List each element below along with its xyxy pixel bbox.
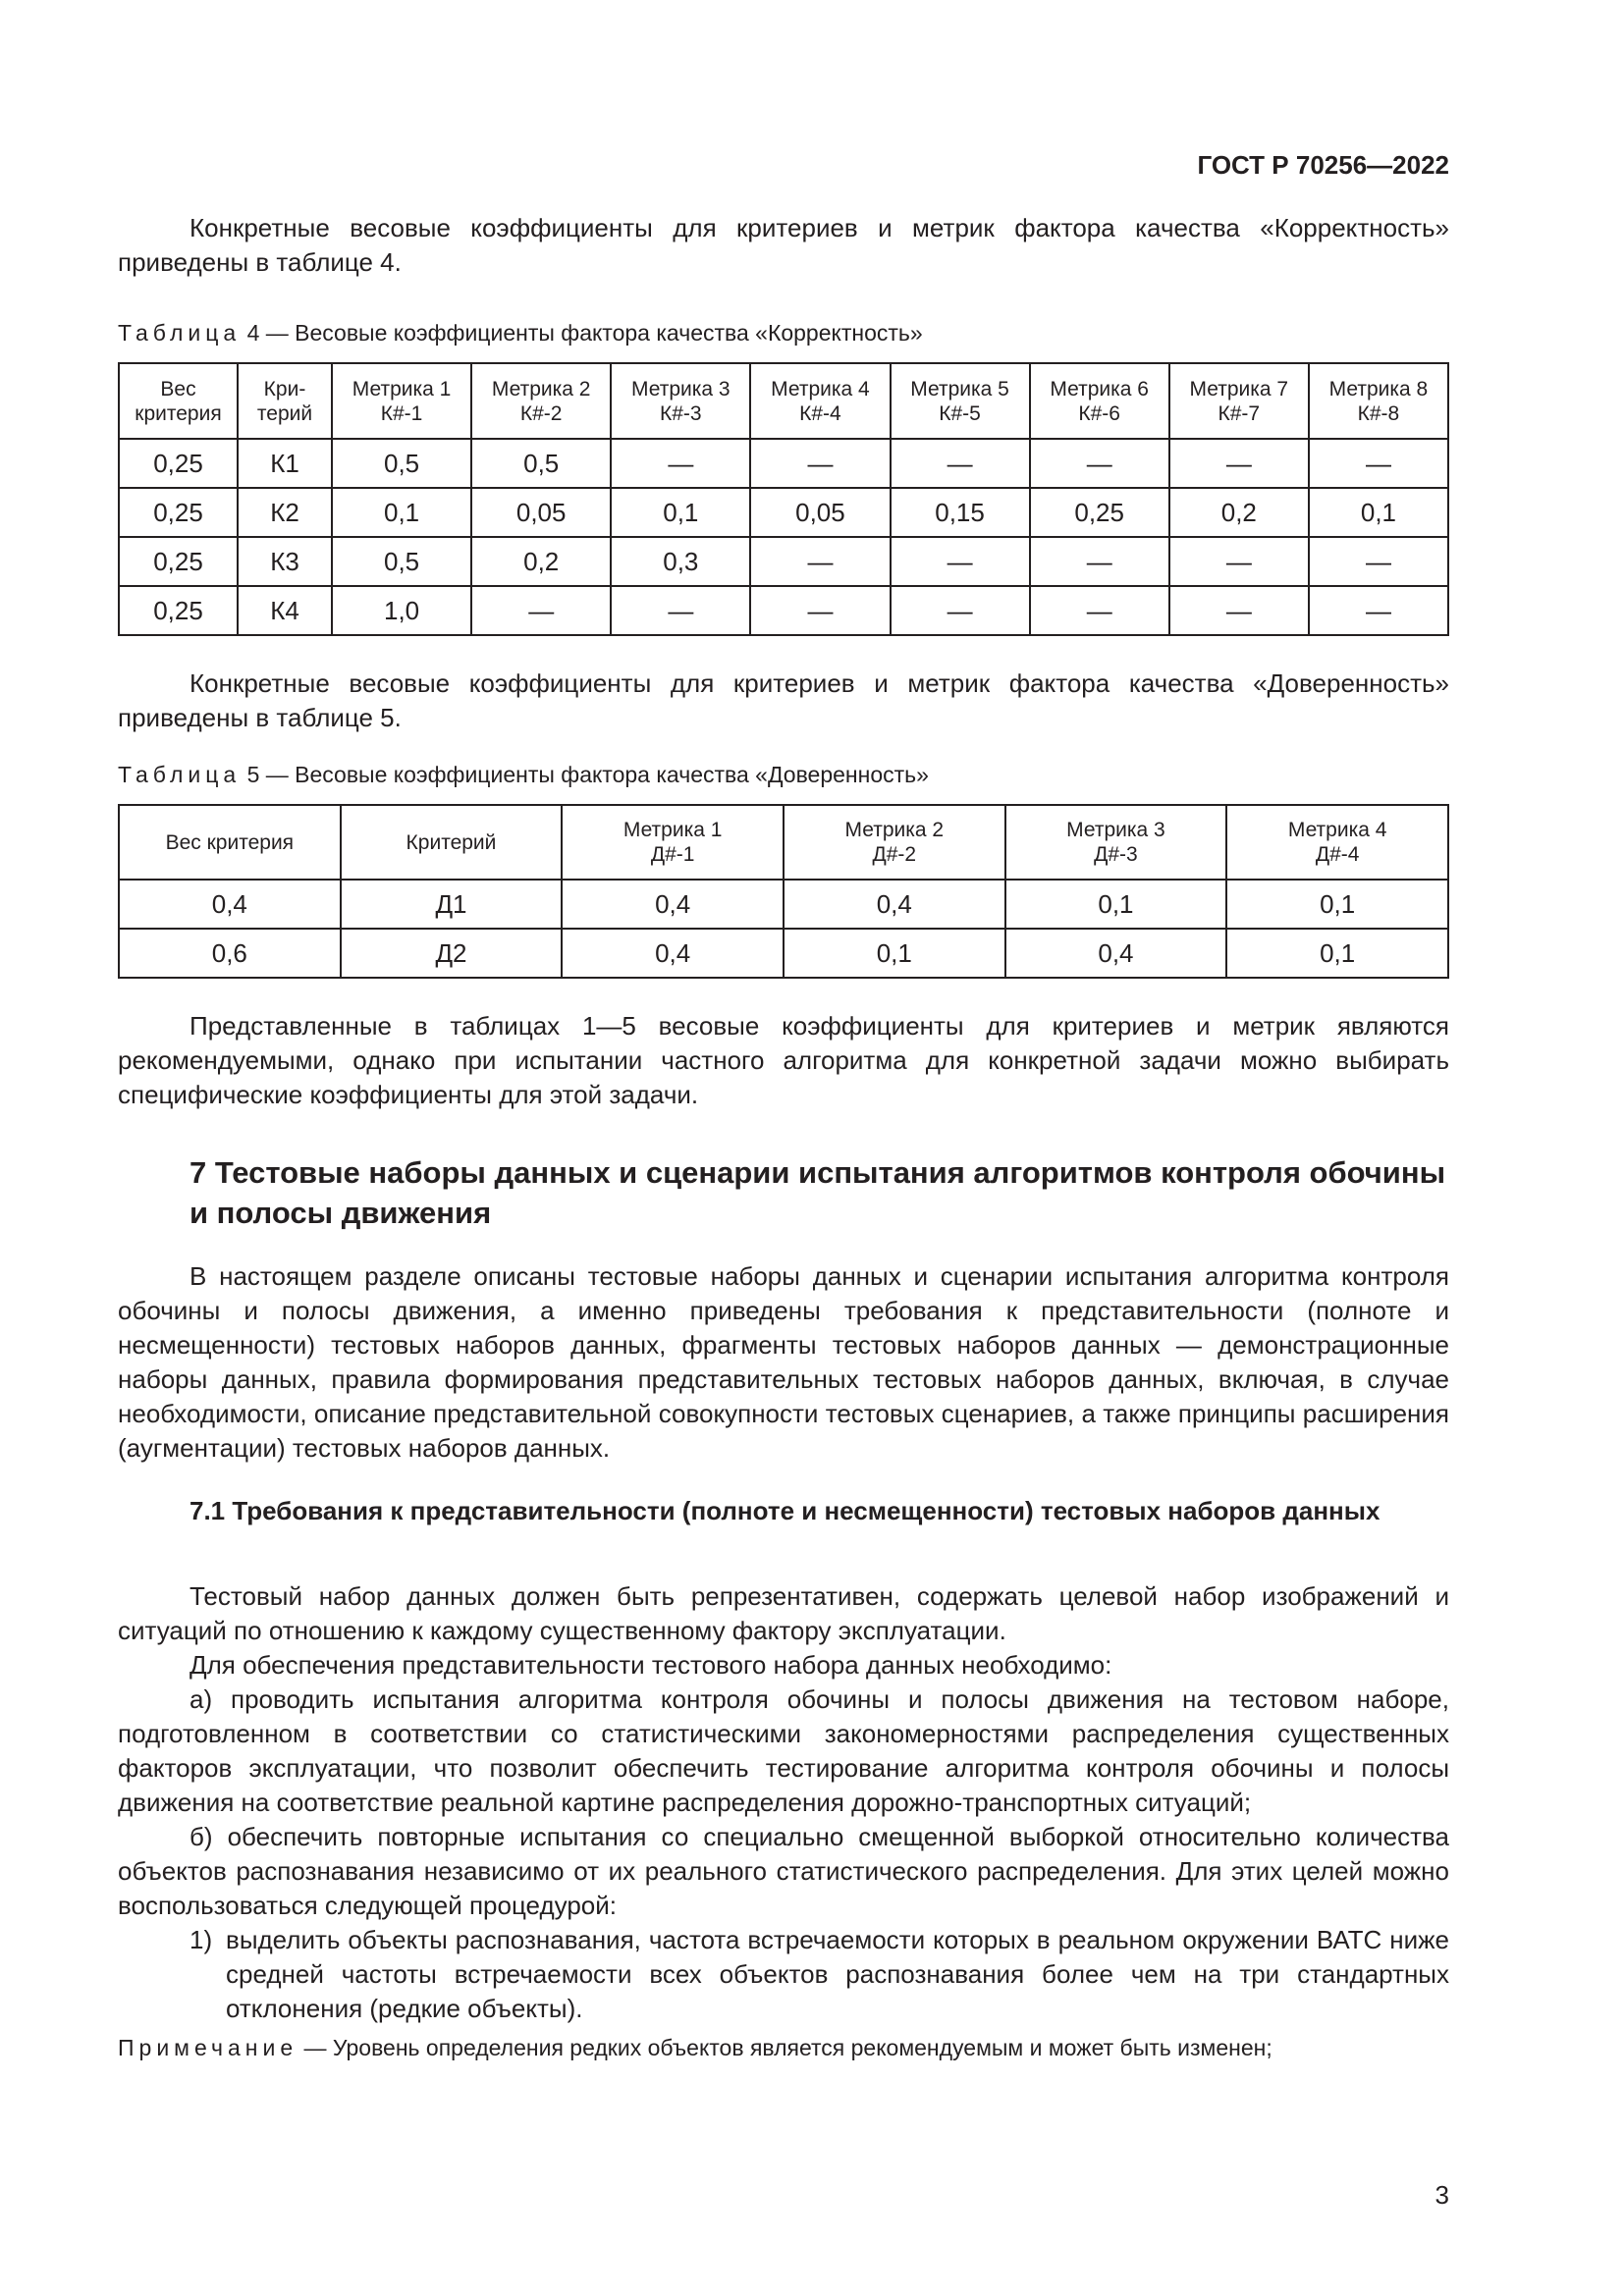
table-cell: К4 [238,586,332,635]
table-cell: 0,1 [611,488,750,537]
table5-header-text: Метрика 3 [1066,819,1165,841]
table4-header-text: К#-8 [1357,401,1400,425]
table-cell: — [1030,537,1169,586]
after-tables-paragraph [118,1009,1449,1112]
table5-header-text: Д#-3 [1094,843,1138,866]
table5-header-cell [1005,805,1227,880]
note-text: — Уровень определения редких объектов является рекомендуемым и может быть изменен; [298,2035,1272,2060]
table-cell: 0,25 [1030,488,1169,537]
table4-header-text: терий [256,401,313,425]
table-cell: 0,25 [119,537,238,586]
list-item-a-text: а) проводить испытания алгоритма контроля обочины и полосы движения на тестовом наборе, подготовленном в соответствии со статистическими закономерностями распределения существенных факторов эксплуатации, что позволит обеспечить тестирование алгоритма контроля обочины и полосы движения на соответствие реальной картине распределения дорожно-транспортных ситуаций; [118,1684,1449,1817]
table5-header-text: Д#-4 [1315,843,1360,866]
table-cell: — [1309,439,1448,488]
table-cell: 0,05 [471,488,611,537]
table4-caption [118,319,923,347]
table-cell: 0,25 [119,586,238,635]
note [118,2033,1449,2062]
table-row [119,586,1448,635]
table5-intro-paragraph [118,667,1449,735]
table4-header-text: Метрика 8 [1328,377,1429,400]
table5-intro-text: Конкретные весовые коэффициенты для критериев и метрик фактора качества «Доверенность» приведены в таблице 5. [118,668,1449,732]
table-cell: — [750,439,890,488]
table-cell: 0,2 [471,537,611,586]
section-7-1-p1-text: Тестовый набор данных должен быть репрезентативен, содержать целевой набор изображений и ситуаций по отношению к каждому существенному фактору эксплуатации. [118,1581,1449,1645]
table-cell: 0,1 [1226,929,1448,978]
table4-header-text: К#-3 [660,401,702,425]
note-label: Примечание [118,2035,298,2060]
table-row [119,880,1448,929]
table5-header-cell [341,805,563,880]
table5-header-text: Метрика 1 [623,819,723,841]
table-cell: 1,0 [332,586,471,635]
table5-caption-text: 5 — Весовые коэффициенты фактора качества «Доверенность» [241,762,929,787]
table-cell: 0,1 [784,929,1005,978]
table-cell: 0,4 [562,929,784,978]
table-cell: — [750,537,890,586]
table4-header-text: К#-5 [939,401,981,425]
section-7-1-paragraph-1 [118,1579,1449,1648]
table5-header-text: Вес критерия [165,830,295,854]
table4-header-cell [1169,363,1309,439]
table-cell: — [891,439,1030,488]
table4-intro-paragraph [118,211,1449,280]
table4-header-text: Метрика 6 [1050,377,1149,400]
numbered-item-1-text: выделить объекты распознавания, частота встречаемости которых в реальном окружении ВАТС ниже средней частоты встречаемости всех объектов распознавания более чем на три стандартных отклонения (редкие объекты). [226,1925,1449,2023]
table-cell: 0,1 [332,488,471,537]
table5-header-cell [119,805,341,880]
table4-header-text: Вес [160,377,196,400]
table-cell: — [750,586,890,635]
table-cell: — [891,586,1030,635]
table5-weights-trust [118,804,1449,979]
table-cell: К1 [238,439,332,488]
table-cell: 0,1 [1309,488,1448,537]
table4-header-text: К#-6 [1078,401,1120,425]
table-cell: Д1 [341,880,563,929]
table4-caption-label: Таблица [118,320,242,346]
table4-header-text: Метрика 1 [352,377,452,400]
list-item-b [118,1820,1449,1923]
table5-header-text: Критерий [406,830,497,854]
section-7-paragraph [118,1259,1449,1466]
table-cell: Д2 [341,929,563,978]
table-cell: 0,4 [784,880,1005,929]
table-cell: — [1309,537,1448,586]
table-cell: 0,1 [1005,880,1227,929]
table-cell: — [1169,439,1309,488]
table-cell: — [891,537,1030,586]
list-item-b-text: б) обеспечить повторные испытания со специально смещенной выборкой относительно количества объектов распознавания независимо от их реального статистического распределения. Для этих целей можно воспользоваться следующей процедурой: [118,1822,1449,1920]
table4-weights-correctness [118,362,1449,636]
table-cell: К3 [238,537,332,586]
table4-header-cell [471,363,611,439]
table4-header-row [119,363,1448,439]
table-cell: — [611,586,750,635]
table-cell: 0,2 [1169,488,1309,537]
table4-header-cell [611,363,750,439]
list-item-a [118,1682,1449,1820]
table4-header-cell [891,363,1030,439]
table-cell: — [1169,586,1309,635]
table5-header-text: Метрика 4 [1287,819,1387,841]
table5-header-row [119,805,1448,880]
table4-header-text: Метрика 7 [1189,377,1289,400]
table5-header-text: Д#-1 [650,843,695,866]
table4-header-text: Метрика 5 [910,377,1009,400]
table-cell: К2 [238,488,332,537]
table-cell: 0,1 [1226,880,1448,929]
table-cell: 0,5 [471,439,611,488]
table-row [119,488,1448,537]
table4-header-cell [750,363,890,439]
table4-header-text: Метрика 2 [491,377,591,400]
table5-caption-label: Таблица [118,762,242,787]
table-cell: 0,25 [119,488,238,537]
table-cell: 0,4 [1005,929,1227,978]
table-cell: — [1030,586,1169,635]
table5-header-text: Метрика 2 [844,819,945,841]
table4-header-cell [238,363,332,439]
table-cell: 0,4 [562,880,784,929]
table4-header-text: Кри- [263,377,306,400]
table-cell: 0,5 [332,439,471,488]
table-cell: 0,4 [119,880,341,929]
table5-header-text: Д#-2 [872,843,917,866]
table-row [119,537,1448,586]
table5-header-cell [784,805,1005,880]
table-cell: 0,15 [891,488,1030,537]
table-cell: — [1309,586,1448,635]
section-7-1-paragraph-2 [118,1648,1449,1682]
table-cell: — [471,586,611,635]
table5-header-cell [1226,805,1448,880]
table-cell: 0,05 [750,488,890,537]
table4-header-cell [332,363,471,439]
table-cell: 0,5 [332,537,471,586]
section-7-heading: 7 Тестовые наборы данных и сценарии испытания алгоритмов контроля обочины и полосы движения [189,1155,1446,1230]
table-cell: — [1169,537,1309,586]
table-cell: 0,25 [119,439,238,488]
table4-header-text: К#-4 [799,401,841,425]
page-number: 3 [1435,2180,1449,2210]
table5-caption [118,761,929,788]
section-7-1-heading: 7.1 Требования к представительности (полноте и несмещенности) тестовых наборов данных [189,1496,1380,1525]
numbered-item-1-number: 1) [189,1925,213,1954]
after-tables-text: Представленные в таблицах 1—5 весовые коэффициенты для критериев и метрик являются рекомендуемыми, однако при испытании частного алгоритма для конкретной задачи можно выбирать специфические коэффициенты для этой задачи. [118,1011,1449,1109]
document-header: ГОСТ Р 70256—2022 [1197,150,1449,180]
table4-header-cell [1309,363,1448,439]
table-cell: 0,6 [119,929,341,978]
table4-header-text: критерия [135,401,222,425]
table-cell: — [611,439,750,488]
table-row [119,929,1448,978]
table5-header-cell [562,805,784,880]
numbered-item-1 [189,1923,1449,2026]
table5-body [119,880,1448,978]
table4-header-cell [1030,363,1169,439]
table4-header-cell [119,363,238,439]
table4-header-text: Метрика 3 [631,377,731,400]
table4-intro-text: Конкретные весовые коэффициенты для критериев и метрик фактора качества «Корректность» приведены в таблице 4. [118,213,1449,277]
table4-header-text: К#-1 [380,401,423,425]
section-7-1-p2-text: Для обеспечения представительности тестового набора данных необходимо: [189,1650,1112,1680]
table-cell: — [1030,439,1169,488]
table4-header-text: Метрика 4 [771,377,870,400]
table4-body [119,439,1448,635]
table-row [119,439,1448,488]
section-7-text: В настоящем разделе описаны тестовые наборы данных и сценарии испытания алгоритма контроля обочины и полосы движения, а именно приведены требования к представительности (полноте и несмещенности) тестовых наборов данных, фрагменты тестовых наборов данных — демонстрационные наборы данных, правила формирования представительных тестовых наборов данных, включая, в случае необходимости, описание представительной совокупности тестовых сценариев, а также принципы расширения (аугментации) тестовых наборов данных. [118,1261,1449,1463]
table4-header-text: К#-7 [1218,401,1261,425]
table4-header-text: К#-2 [519,401,563,425]
table4-caption-text: 4 — Весовые коэффициенты фактора качества «Корректность» [241,320,923,346]
table-cell: 0,3 [611,537,750,586]
